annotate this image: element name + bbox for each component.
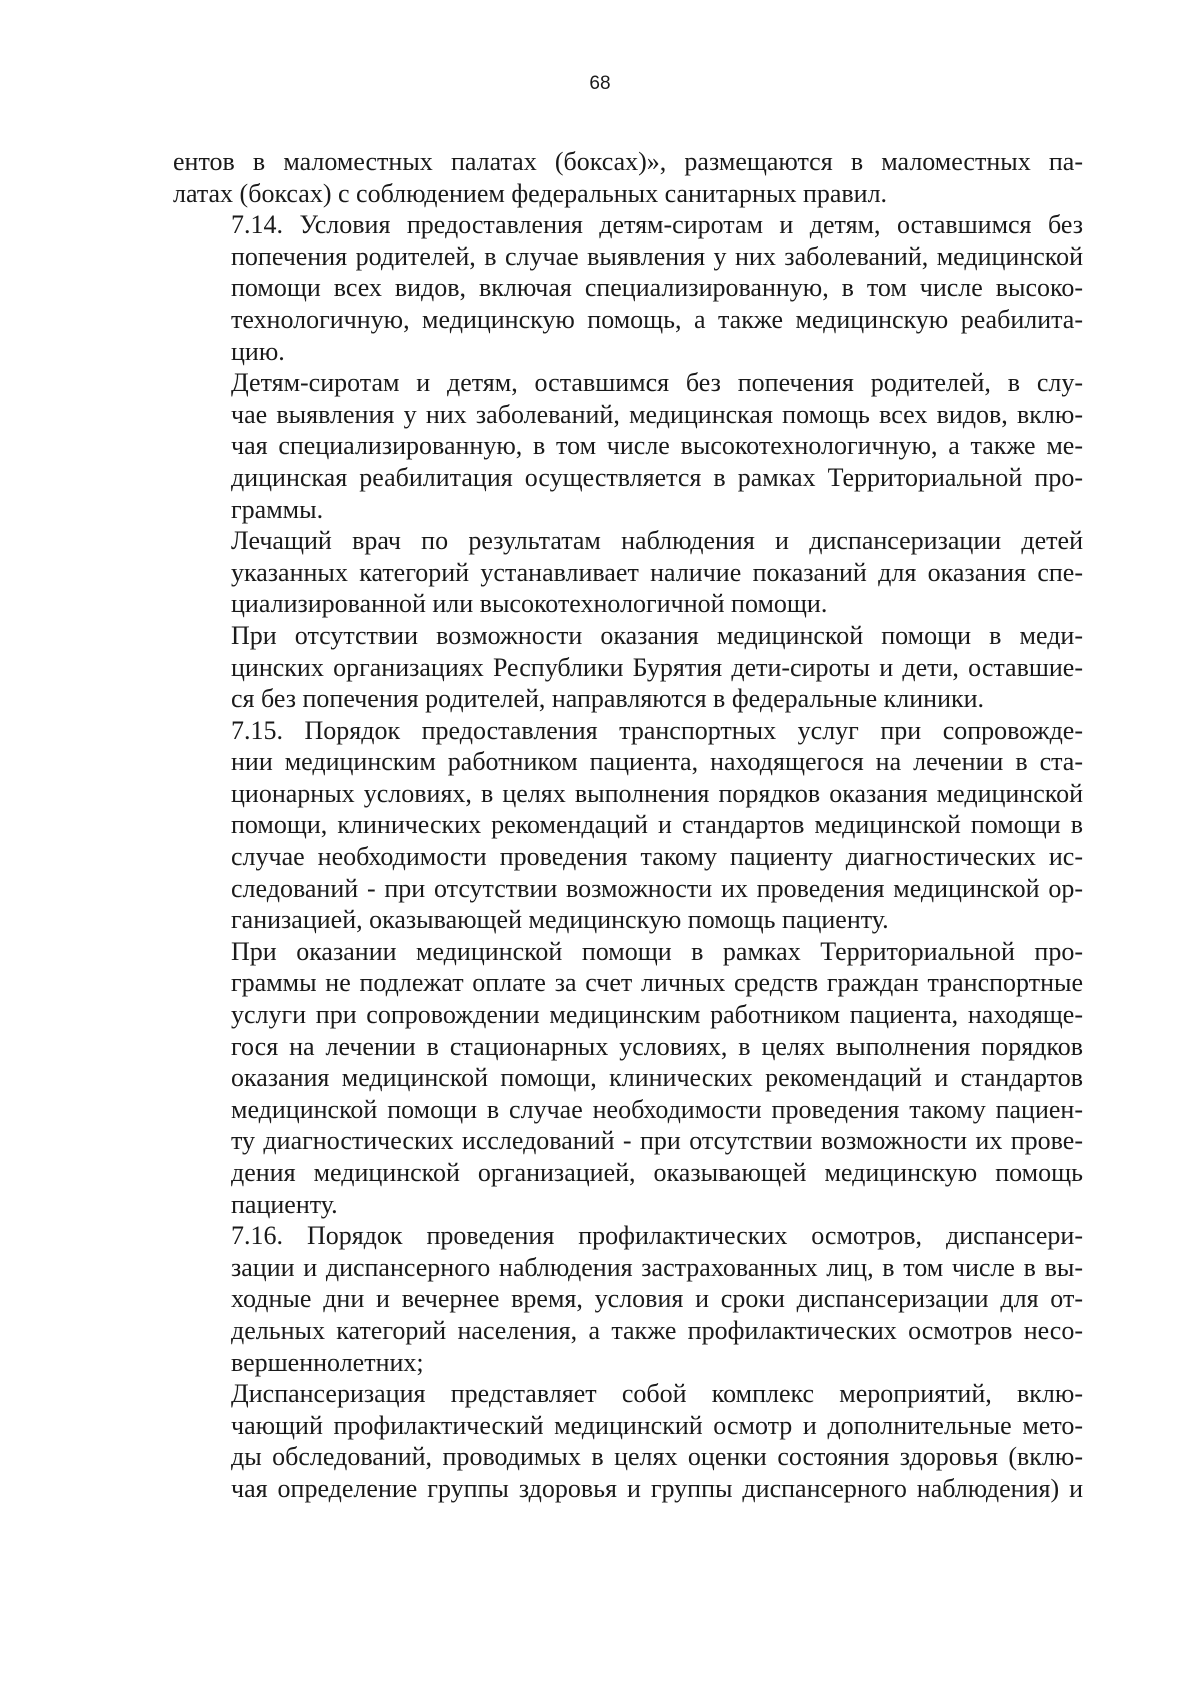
text-line: чая специализированную, в том числе высокотехнологичную, а также ме- <box>231 431 1083 461</box>
text-line: цинских организациях Республики Бурятия дети-сироты и дети, оставшие- <box>231 652 1083 682</box>
text-line: ганизацией, оказывающей медицинскую помощь пациенту. <box>231 905 889 935</box>
text-line: 7.15. Порядок предоставления транспортных услуг при сопровожде- <box>231 715 1083 745</box>
paragraph <box>173 715 1083 936</box>
paragraph <box>173 620 1083 715</box>
text-line: медицинской помощи в случае необходимости проведения такому пациен- <box>231 1094 1083 1124</box>
text-line: ционарных условиях, в целях выполнения порядков оказания медицинской <box>231 778 1083 808</box>
text-line: зации и диспансерного наблюдения застрахованных лиц, в том числе в вы- <box>231 1252 1083 1282</box>
paragraph <box>173 146 1083 209</box>
text-line: попечения родителей, в случае выявления у них заболеваний, медицинской <box>231 241 1083 271</box>
text-line: вершеннолетних; <box>231 1347 424 1377</box>
paragraph <box>173 1378 1083 1504</box>
text-line: нии медицинским работником пациента, находящегося на лечении в ста- <box>231 747 1083 777</box>
text-line: граммы не подлежат оплате за счет личных средств граждан транспортные <box>231 968 1083 998</box>
text-line: цию. <box>231 336 285 366</box>
text-line: При оказании медицинской помощи в рамках Территориальной про- <box>231 936 1083 966</box>
text-line: чая определение группы здоровья и группы диспансерного наблюдения) и <box>231 1473 1083 1503</box>
text-line: чае выявления у них заболеваний, медицинская помощь всех видов, вклю- <box>231 399 1083 429</box>
text-line: ся без попечения родителей, направляются в федеральные клиники. <box>231 684 985 714</box>
paragraph <box>173 525 1083 620</box>
text-line: При отсутствии возможности оказания медицинской помощи в меди- <box>231 620 1083 650</box>
text-line: случае необходимости проведения такому пациенту диагностических ис- <box>231 842 1083 872</box>
text-line: ды обследований, проводимых в целях оценки состояния здоровья (вклю- <box>231 1442 1083 1472</box>
text-line: дения медицинской организацией, оказывающей медицинскую помощь <box>231 1158 1083 1187</box>
text-line: помощи всех видов, включая специализированную, в том числе высоко- <box>231 273 1083 303</box>
text-line: дельных категорий населения, а также профилактических осмотров несо- <box>231 1315 1083 1345</box>
text-line: оказания медицинской помощи, клинических рекомендаций и стандартов <box>231 1063 1083 1093</box>
text-line: граммы. <box>231 494 324 524</box>
text-line: пациенту. <box>231 1189 338 1219</box>
text-line: помощи, клинических рекомендаций и стандартов медицинской помощи в <box>231 810 1083 840</box>
text-line: латах (боксах) с соблюдением федеральных санитарных правил. <box>173 178 888 208</box>
paragraph <box>173 209 1083 367</box>
paragraph <box>173 367 1083 525</box>
text-line: дицинская реабилитация осуществляется в рамках Территориальной про- <box>231 462 1083 492</box>
text-line: технологичную, медицинскую помощь, а также медицинскую реабилита- <box>231 304 1083 334</box>
text-line: услуги при сопровождении медицинским работником пациента, находяще- <box>231 1000 1083 1030</box>
text-line: ентов в маломестных палатах (боксах)», размещаются в маломестных па- <box>173 147 1083 176</box>
text-line: циализированной или высокотехнологичной помощи. <box>231 589 828 619</box>
text-line: Детям-сиротам и детям, оставшимся без попечения родителей, в слу- <box>231 368 1083 398</box>
text-line: ходные дни и вечернее время, условия и сроки диспансеризации для от- <box>231 1284 1083 1314</box>
text-line: 7.16. Порядок проведения профилактических осмотров, диспансери- <box>231 1221 1083 1251</box>
text-line: указанных категорий устанавливает наличие показаний для оказания спе- <box>231 557 1083 587</box>
page-number: 68 <box>589 73 611 94</box>
text-line: Лечащий врач по результатам наблюдения и диспансеризации детей <box>231 526 1083 556</box>
text-line: следований - при отсутствии возможности их проведения медицинской ор- <box>231 873 1083 903</box>
text-line: чающий профилактический медицинский осмотр и дополнительные мето- <box>231 1410 1083 1440</box>
text-line: Диспансеризация представляет собой комплекс мероприятий, вклю- <box>231 1379 1083 1409</box>
text-line: 7.14. Условия предоставления детям-сиротам и детям, оставшимся без <box>231 210 1083 240</box>
text-line: гося на лечении в стационарных условиях, в целях выполнения порядков <box>231 1031 1083 1061</box>
paragraph <box>173 936 1083 1220</box>
paragraph <box>173 1220 1083 1378</box>
text-line: ту диагностических исследований - при отсутствии возможности их прове- <box>231 1126 1083 1156</box>
document-body <box>173 146 1083 1505</box>
